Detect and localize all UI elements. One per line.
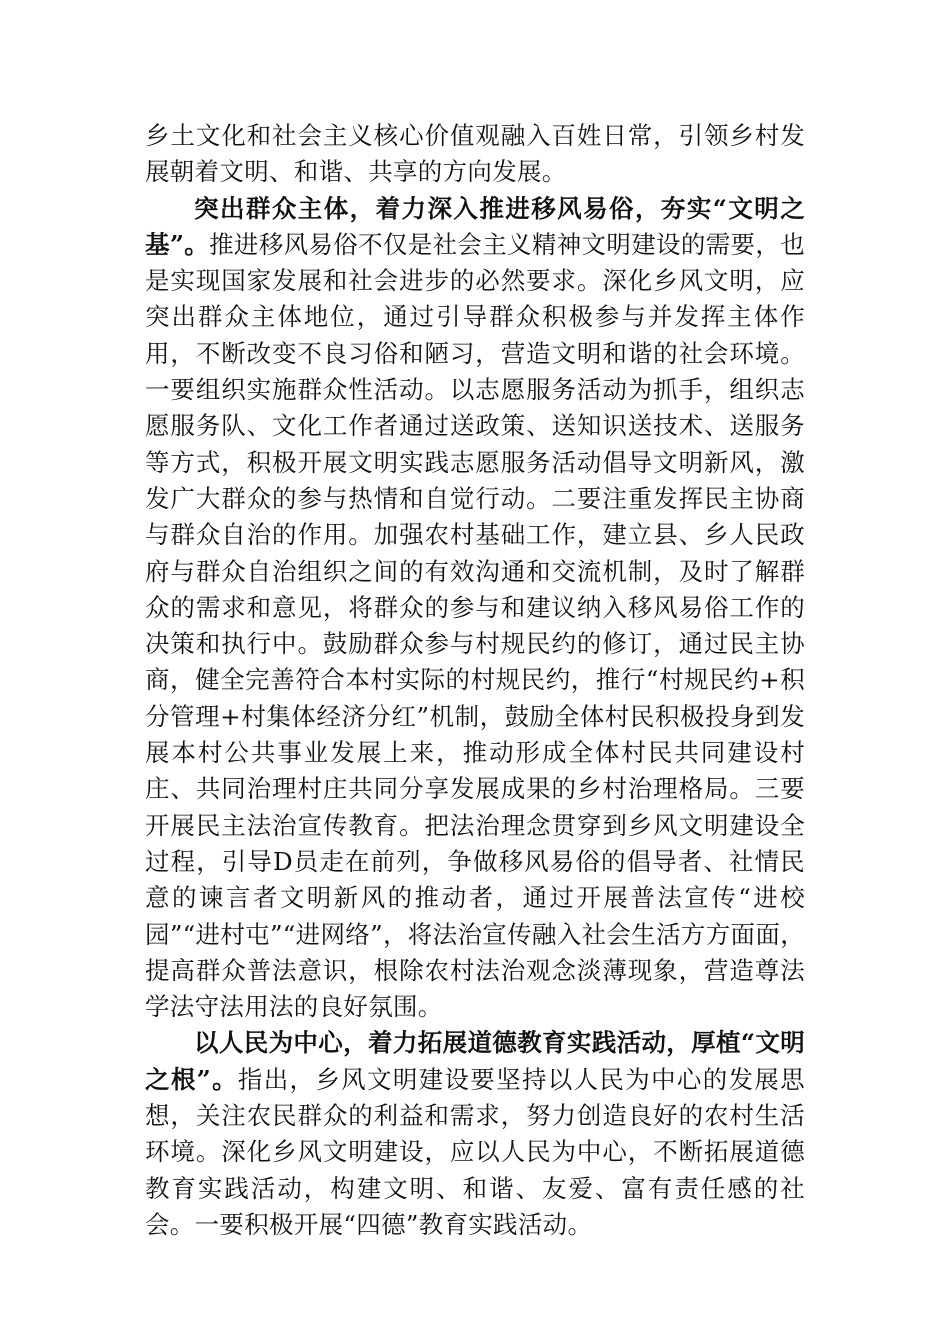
paragraph-1	[145, 118, 805, 191]
paragraph-2-heading: 突出群众主体，着力深入推进移风易俗，夯实“文明之基”。	[145, 193, 805, 259]
paragraph-2-text: 推进移风易俗不仅是社会主义精神文明建设的需要，也是实现国家发展和社会进步的必然要求。深化乡风文明，应突出群众主体地位，通过引导群众积极参与并发挥主体作用，不断改变不良习俗和陋习，营造文明和谐的社会环境。一要组织实施群众性活动。以志愿服务活动为抓手，组织志愿服务队、文化工作者通过送政策、送知识送技术、送服务等方式，积极开展文明实践志愿服务活动倡导文明新风，激发广大群众的参与热情和自觉行动。二要注重发挥民主协商与群众自治的作用。加强农村基础工作，建立县、乡人民政府与群众自治组织之间的有效沟通和交流机制，及时了解群众的需求和意见，将群众的参与和建议纳入移风易俗工作的决策和执行中。鼓励群众参与村规民约的修订，通过民主协商，健全完善符合本村实际的村规民约，推行“村规民约+积分管理+村集体经济分红”机制，鼓励全体村民积极投身到发展本村公共事业发展上来，推动形成全体村民共同建设村庄、共同治理村庄共同分享发展成果的乡村治理格局。三要开展民主法治宣传教育。把法治理念贯穿到乡风文明建设全过程，引导D员走在前列，争做移风易俗的倡导者、社情民意的谏言者文明新风的推动者，通过开展普法宣传“进校园”“进村屯”“进网络”，将法治宣传融入社会生活方方面面，提高群众普法意识，根除农村法治观念淡薄现象，营造尊法学法守法用法的良好氛围。	[145, 229, 805, 1022]
paragraph-3	[145, 1025, 805, 1243]
paragraph-3-heading: 以人民为中心，着力拓展道德教育实践活动，厚植“文明之根”。	[145, 1028, 805, 1094]
document-page	[145, 118, 805, 1243]
paragraph-3-text: 指出，乡风文明建设要坚持以人民为中心的发展思想，关注农民群众的利益和需求，努力创造良好的农村生活环境。深化乡风文明建设，应以人民为中心，不断拓展道德教育实践活动，构建文明、和谐、友爱、富有责任感的社会。一要积极开展“四德”教育实践活动。	[145, 1064, 805, 1239]
paragraph-1-text: 乡土文化和社会主义核心价值观融入百姓日常，引领乡村发展朝着文明、和谐、共享的方向发展。	[145, 121, 805, 187]
paragraph-2	[145, 191, 805, 1026]
